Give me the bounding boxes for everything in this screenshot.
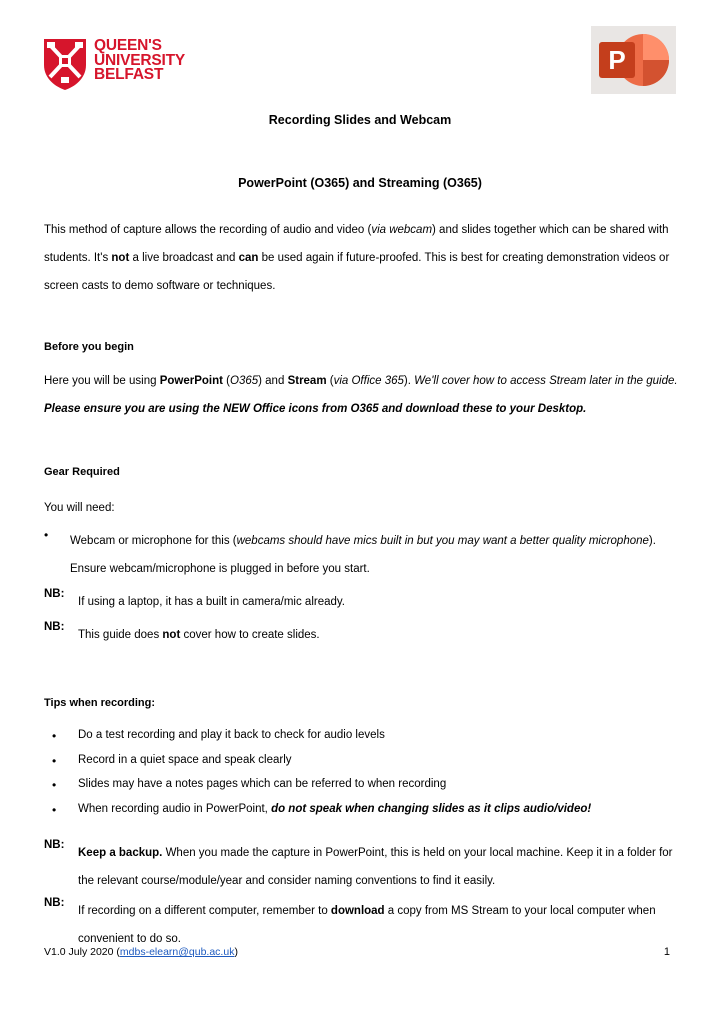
page-subtitle: PowerPoint (O365) and Streaming (O365): [238, 176, 482, 190]
powerpoint-icon: [591, 26, 676, 94]
nb-note: NB: This guide does not cover how to create slides.: [44, 621, 320, 641]
nb-note: NB: If using a laptop, it has a built in camera/mic already.: [44, 588, 345, 608]
nb-note: NB: If recording on a different computer, remember to download a copy from MS Stream to your local computer when convenient to do so.: [44, 897, 656, 945]
university-logo: [42, 37, 202, 93]
bullet-icon: •: [52, 729, 57, 743]
bullet-icon: •: [52, 803, 57, 817]
bullet-icon: •: [44, 528, 49, 542]
page-title: Recording Slides and Webcam: [268, 113, 452, 127]
shield-icon: [42, 37, 88, 91]
tips-heading: Tips when recording:: [44, 697, 156, 709]
list-item: • Webcam or microphone for this (webcams should have mics built in but you may want a better quality microphone). Ensure webcam/microphone is plugged in before you start.: [44, 528, 656, 575]
nb-note: NB: Keep a backup. When you made the capture in PowerPoint, this is held on your local machine. Keep it in a folder for the relevant course/module/year and consider naming conventions to find it easily.: [44, 839, 673, 887]
before-heading: Before you begin: [44, 341, 134, 353]
page-footer: V1.0 July 2020 (mdbs-elearn@qub.ac.uk) 1: [44, 946, 670, 958]
svg-text:P: P: [608, 45, 626, 75]
bullet-icon: •: [52, 754, 57, 768]
gear-heading: Gear Required: [44, 466, 120, 478]
intro-paragraph: This method of capture allows the recording of audio and video (via webcam) and slides together which can be shared with students. It's not a live broadcast and can be used again if future-proofed. This is best for creating demonstration videos or screen casts to demo software or techniques.: [44, 224, 670, 292]
logo-wordmark: QUEEN'S UNIVERSITY BELFAST: [94, 37, 186, 83]
page-number: 1: [663, 946, 670, 958]
gear-intro: You will need:: [44, 502, 115, 514]
email-link[interactable]: mdbs-elearn@qub.ac.uk: [119, 946, 235, 958]
bullet-icon: •: [52, 778, 57, 792]
before-paragraph: Here you will be using PowerPoint (O365) and Stream (via Office 365). We'll cover how to access Stream later in the guide. Please ensure you are using the NEW Office icons from O365 and download these to your Desktop.: [44, 375, 678, 415]
